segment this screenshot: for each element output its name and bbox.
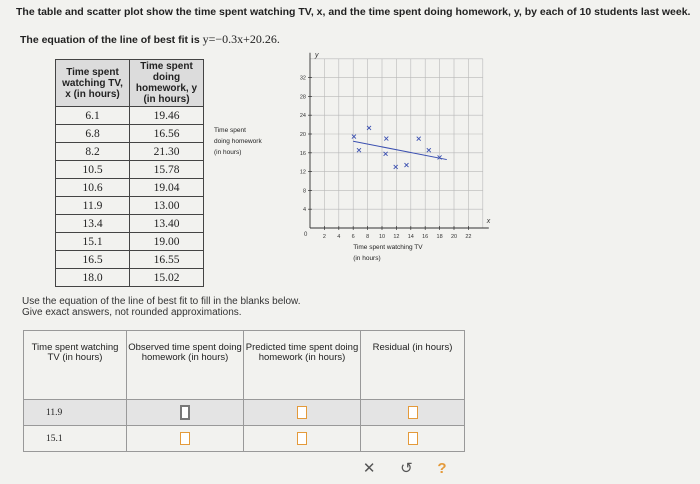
x-tick-label: 4: [337, 234, 340, 240]
cell-x: 15.1: [56, 233, 130, 251]
x-tick-label: 18: [437, 234, 443, 240]
data-point: [404, 163, 408, 167]
data-point: [384, 137, 388, 141]
y-tick-label: 4: [303, 207, 306, 213]
table-row: [56, 269, 204, 287]
problem-intro: The table and scatter plot show the time spent watching TV, x, and the time spent doing homework, y, by each of 10 students last week.: [16, 6, 690, 18]
x-tick-label: 2: [323, 234, 326, 240]
x-axis-title: (in hours): [353, 255, 380, 262]
instructions: [22, 296, 301, 318]
x-tick-label: 16: [422, 234, 428, 240]
cell-y: 19.46: [130, 107, 204, 125]
clear-button[interactable]: ✕: [363, 460, 376, 477]
y-axis-title: doing homework: [214, 138, 262, 145]
data-point: [384, 152, 388, 156]
tv-value: 15.1: [24, 426, 127, 452]
fill-in-table: [23, 330, 465, 484]
predicted-input-cell[interactable]: [244, 426, 361, 452]
residual-input-1[interactable]: [408, 406, 418, 419]
cell-x: 11.9: [56, 197, 130, 215]
x-tick-label: 6: [352, 234, 355, 240]
undo-button[interactable]: ↺: [400, 460, 413, 477]
equation-label: The equation of the line of best fit is: [20, 34, 203, 46]
table-row: [56, 143, 204, 161]
table-row: [56, 215, 204, 233]
x-tick-label: 10: [379, 234, 385, 240]
scatter-plot: [200, 60, 500, 280]
y-tick-label: 24: [300, 113, 306, 119]
table-row: [56, 251, 204, 269]
cell-x: 6.1: [56, 107, 130, 125]
equation: y=−0.3x+20.26.: [203, 32, 280, 46]
origin-label: 0: [304, 232, 308, 238]
cell-y: 16.55: [130, 251, 204, 269]
cell-x: 16.5: [56, 251, 130, 269]
observed-input-cell[interactable]: [127, 426, 244, 452]
y-tick-label: 16: [300, 151, 306, 157]
y-axis-title: (in hours): [214, 149, 241, 156]
fill-header-residual: Residual (in hours): [361, 331, 465, 400]
cell-x: 8.2: [56, 143, 130, 161]
cell-y: 19.00: [130, 233, 204, 251]
cell-x: 13.4: [56, 215, 130, 233]
equation-line: [20, 32, 280, 47]
cell-y: 21.30: [130, 143, 204, 161]
instructions-line-1: Use the equation of the line of best fit to fill in the blanks below.: [22, 296, 301, 307]
table-row: [56, 125, 204, 143]
instructions-line-2: Give exact answers, not rounded approximations.: [22, 307, 301, 318]
cell-y: 19.04: [130, 179, 204, 197]
observed-input-cell[interactable]: [127, 400, 244, 426]
x-tick-label: 14: [408, 234, 414, 240]
cell-y: 15.78: [130, 161, 204, 179]
cell-x: 10.5: [56, 161, 130, 179]
predicted-input-2[interactable]: [297, 432, 307, 445]
y-tick-label: 28: [300, 94, 306, 100]
tv-value: 11.9: [24, 400, 127, 426]
table-row: [24, 400, 465, 426]
data-point: [417, 137, 421, 141]
best-fit-line: [353, 141, 447, 159]
residual-input-cell[interactable]: [361, 400, 465, 426]
table-row: [56, 161, 204, 179]
action-row: [24, 452, 465, 484]
x-tick-label: 22: [465, 234, 471, 240]
cell-x: 18.0: [56, 269, 130, 287]
table-row: [56, 233, 204, 251]
predicted-input-1[interactable]: [297, 406, 307, 419]
x-tick-label: 12: [393, 234, 399, 240]
data-point: [394, 165, 398, 169]
cell-x: 10.6: [56, 179, 130, 197]
y-tick-label: 8: [303, 188, 306, 194]
predicted-input-cell[interactable]: [244, 400, 361, 426]
cell-x: 6.8: [56, 125, 130, 143]
data-table-header-y: Time spent doing homework, y (in hours): [130, 60, 204, 107]
fill-header-tv: Time spent watching TV (in hours): [24, 331, 127, 400]
cell-y: 13.00: [130, 197, 204, 215]
x-axis-letter: x: [486, 218, 491, 225]
residual-input-2[interactable]: [408, 432, 418, 445]
y-tick-label: 20: [300, 132, 306, 138]
data-point: [357, 148, 361, 152]
cell-y: 16.56: [130, 125, 204, 143]
data-table: [55, 59, 204, 287]
data-table-header-x: Time spent watching TV, x (in hours): [56, 60, 130, 107]
observed-input-1[interactable]: [180, 405, 190, 420]
y-axis-title: Time spent: [214, 127, 246, 134]
observed-input-2[interactable]: [180, 432, 190, 445]
table-row: [24, 426, 465, 452]
cell-y: 15.02: [130, 269, 204, 287]
data-point: [427, 148, 431, 152]
table-row: [56, 197, 204, 215]
table-row: [56, 107, 204, 125]
data-point: [352, 135, 356, 139]
x-axis-title: Time spent watching TV: [353, 244, 423, 251]
help-button[interactable]: ?: [437, 460, 446, 477]
x-tick-label: 20: [451, 234, 457, 240]
table-row: [56, 179, 204, 197]
y-tick-label: 32: [300, 76, 306, 82]
residual-input-cell[interactable]: [361, 426, 465, 452]
y-tick-label: 12: [300, 170, 306, 176]
y-axis-letter: y: [314, 52, 319, 59]
fill-header-observed: Observed time spent doing homework (in hours): [127, 331, 244, 400]
cell-y: 13.40: [130, 215, 204, 233]
fill-header-predicted: Predicted time spent doing homework (in hours): [244, 331, 361, 400]
x-tick-label: 8: [366, 234, 369, 240]
